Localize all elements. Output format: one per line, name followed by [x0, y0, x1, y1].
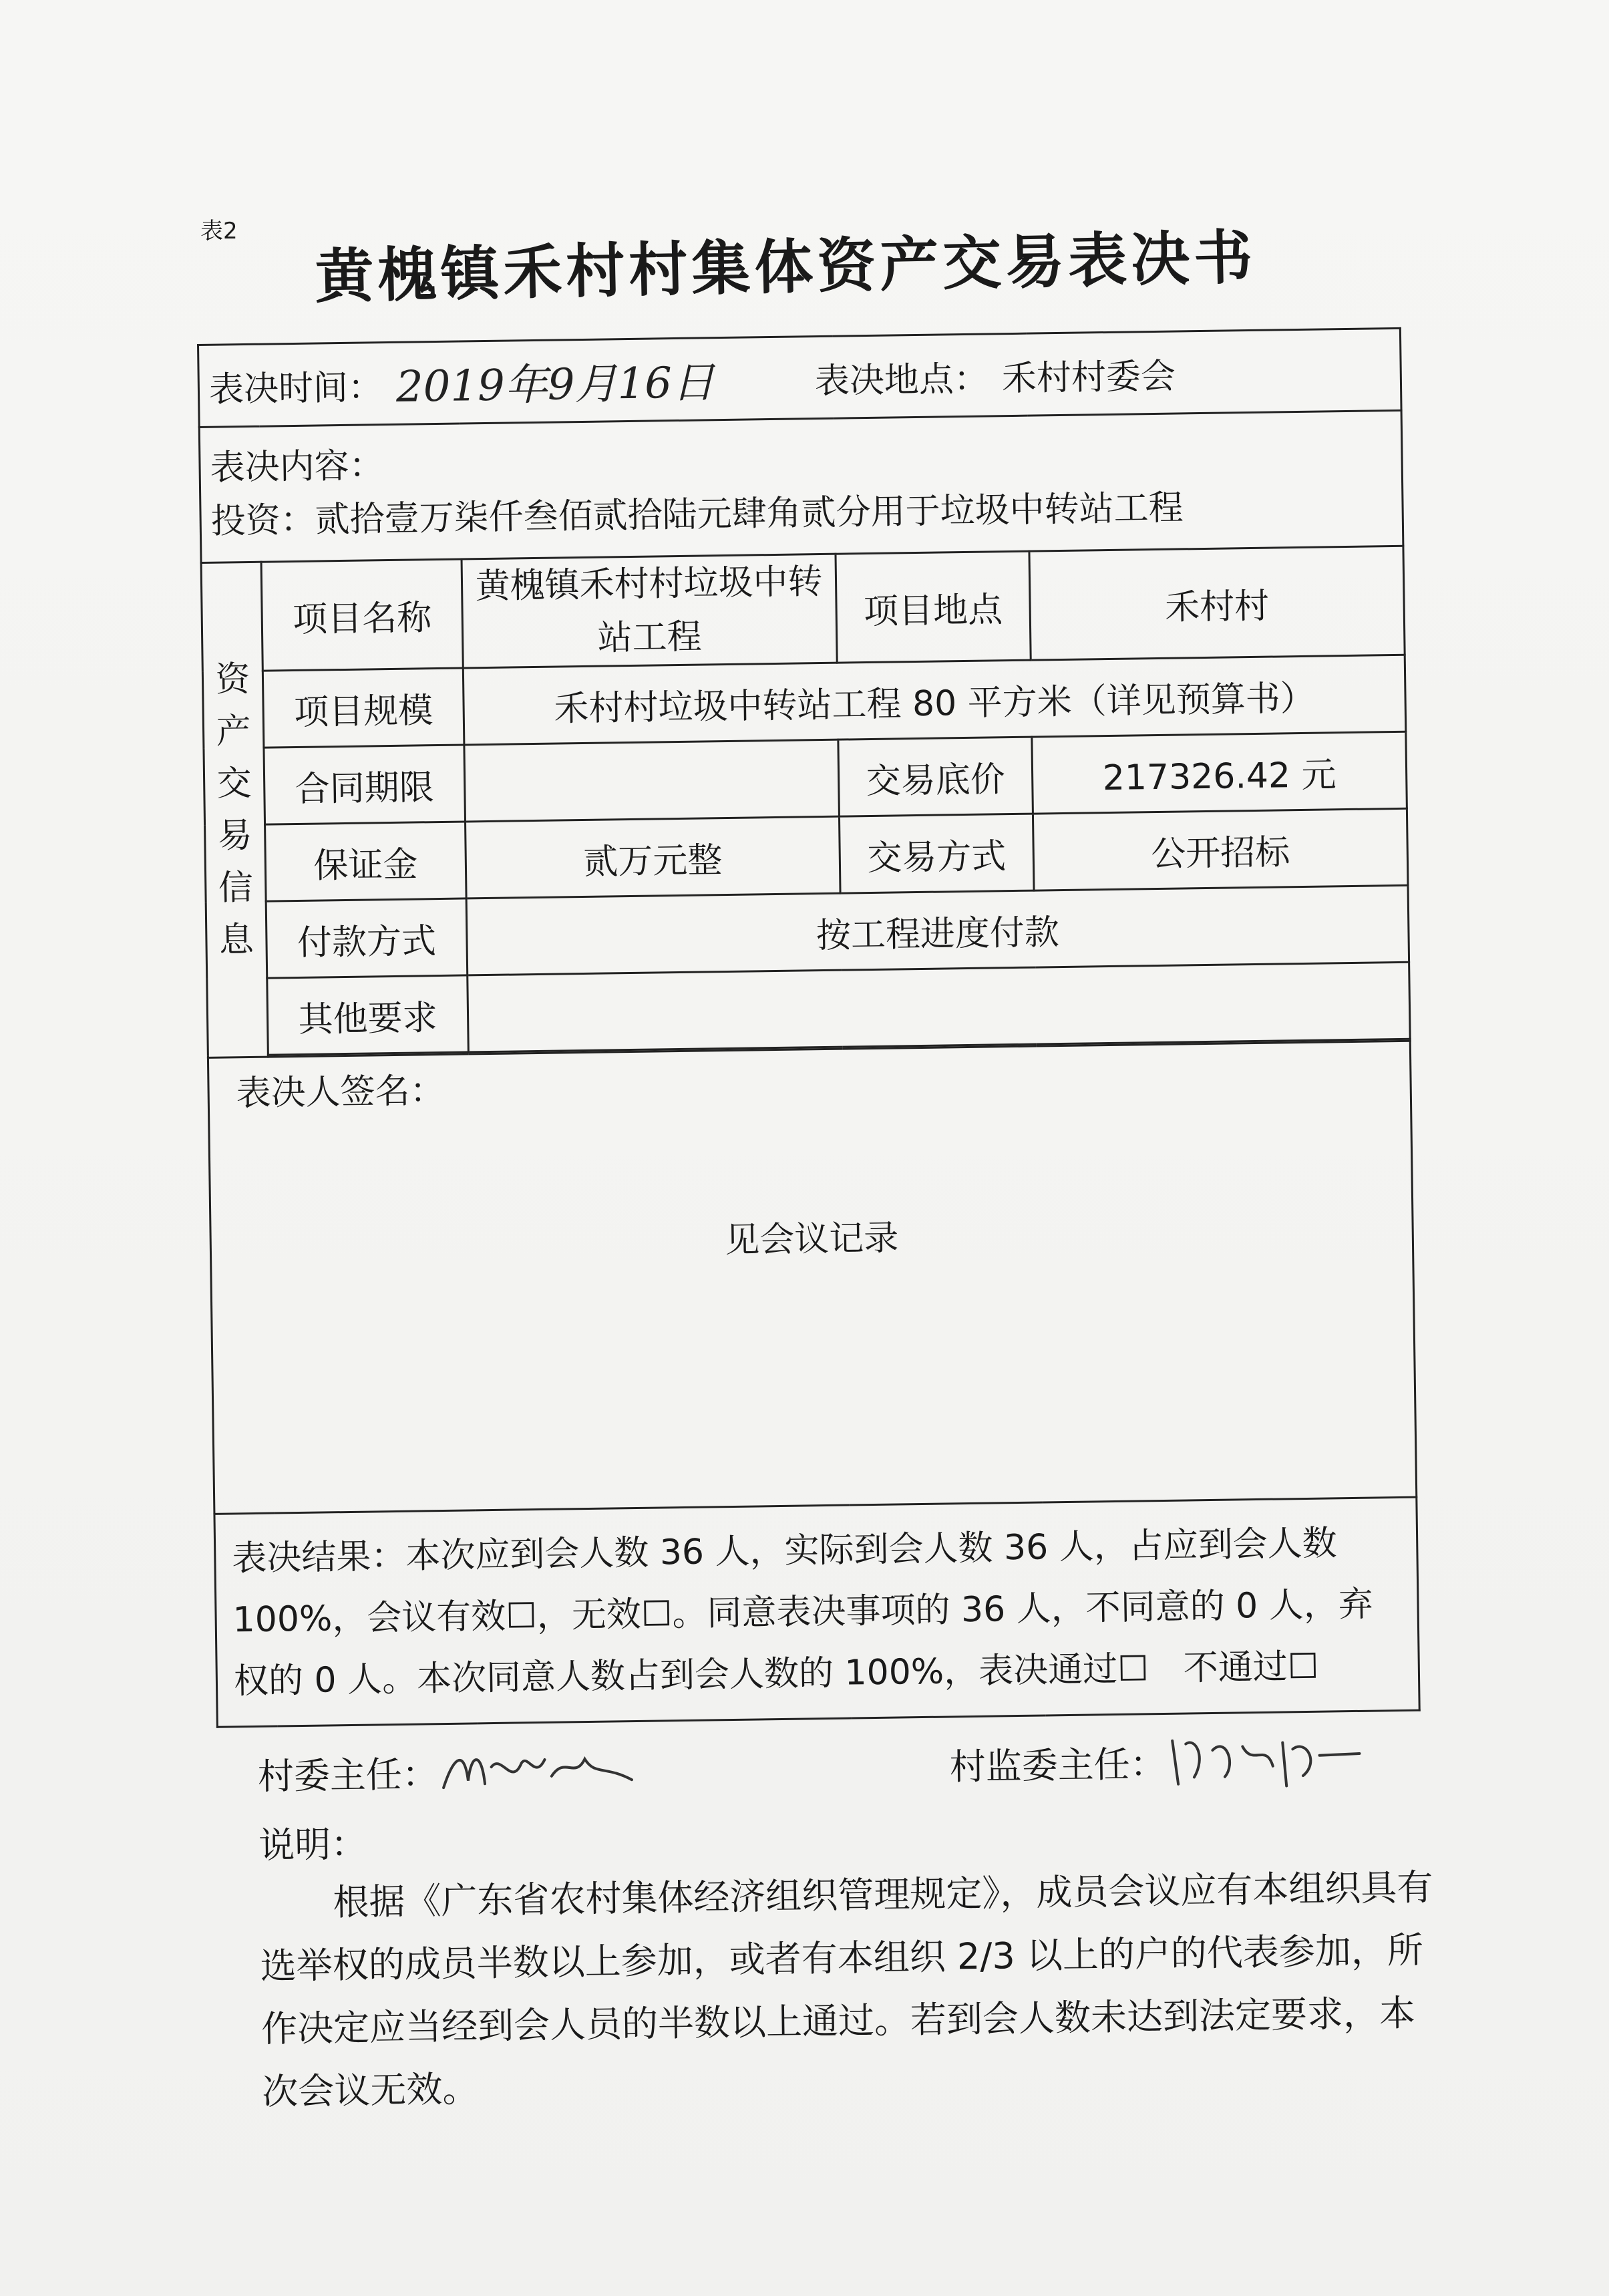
vote-place-value: 禾村村委会	[1001, 356, 1176, 399]
project-scale-value: 禾村村垃圾中转站工程 80 平方米（详见预算书）	[463, 655, 1405, 745]
vote-place-label: 表决地点：	[814, 358, 989, 401]
vote-time-value: 2019年9月16日	[395, 358, 715, 412]
deposit-value: 贰万元整	[466, 816, 841, 898]
trade-method-label: 交易方式	[839, 814, 1034, 893]
project-place-value: 禾村村	[1029, 546, 1405, 660]
note-text: 根据《广东省农村集体经济组织管理规定》，成员会议应有本组织具有选举权的成员半数以上参加，或者有本组织 2/3 以上的户的代表参加，所作决定应当经到会人员的半数以上通过。若到会人数未达到法定要求，本次会议无效。	[260, 1866, 1433, 2113]
payment-method-label: 付款方式	[266, 898, 468, 978]
asset-info-section-label: 资 产 交 易 信 息	[201, 562, 268, 1057]
note-label: 说明：	[258, 1822, 367, 1866]
leader-signatures	[257, 1720, 1447, 1810]
project-scale-label: 项目规模	[262, 668, 464, 748]
meeting-record-note: 见会议记录	[724, 1218, 899, 1261]
supervisor-signature	[1166, 1728, 1367, 1791]
project-name-value: 黄槐镇禾村村垃圾中转站工程	[462, 554, 837, 668]
director-label: 村委主任：	[257, 1752, 439, 1798]
base-price-label: 交易底价	[838, 737, 1033, 816]
document-title: 黄槐镇禾村村集体资产交易表决书	[314, 222, 1258, 311]
voter-signature-label: 表决人签名：	[236, 1070, 445, 1114]
supervisor-label: 村监委主任：	[949, 1742, 1167, 1788]
resolution-form	[197, 327, 1445, 1728]
vote-content-label: 表决内容：	[210, 446, 385, 488]
vote-time-label: 表决时间：	[208, 367, 383, 410]
footer-section	[257, 1720, 1451, 2124]
deposit-label: 保证金	[265, 822, 467, 901]
payment-method-value: 按工程进度付款	[466, 885, 1409, 975]
other-requirements-label: 其他要求	[267, 975, 469, 1055]
voter-signature-area	[208, 1041, 1416, 1514]
form-number: 表2	[200, 218, 238, 244]
trade-method-value: 公开招标	[1033, 808, 1408, 890]
contract-term-label: 合同期限	[264, 745, 466, 824]
other-requirements-value	[468, 962, 1410, 1052]
vote-content-text: 投资：贰拾壹万柒仟叁佰贰拾陆元肆角贰分用于垃圾中转站工程	[210, 488, 1184, 542]
project-name-label: 项目名称	[261, 559, 463, 671]
contract-term-value	[464, 740, 840, 822]
vote-result: 表决结果：本次应到会人数 36 人，实际到会人数 36 人，占应到会人数 100%，会议有效☐，无效☐。同意表决事项的 36 人，不同意的 0 人，弃权的 0 人。本次同意人数占到会人数的 100%，表决通过☐ 不通过☐	[214, 1497, 1419, 1727]
vote-content-row	[199, 410, 1403, 562]
base-price-value: 217326.42 元	[1032, 731, 1407, 814]
resolution-table	[197, 327, 1421, 1728]
project-place-label: 项目地点	[836, 551, 1031, 663]
director-signature	[437, 1738, 639, 1801]
